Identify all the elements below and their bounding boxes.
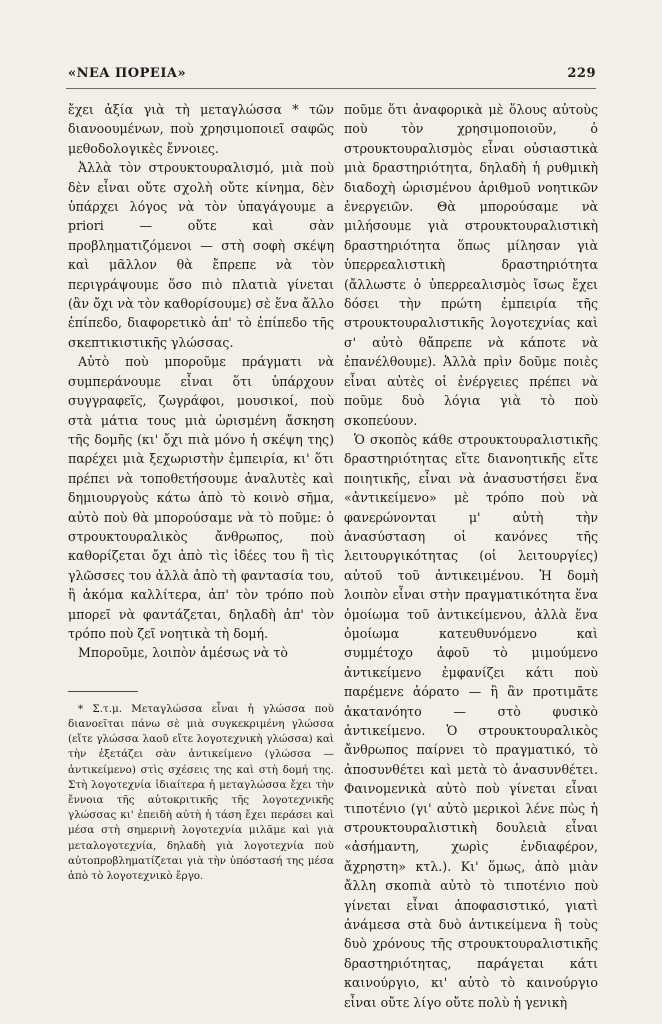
footnote-rule	[68, 691, 138, 692]
journal-title: «ΝΕΑ ΠΟΡΕΙΑ»	[68, 66, 187, 81]
paragraph: ἔχει ἀξία γιὰ τὴ μεταγλώσσα * τῶν διανοουμένων, ποὺ χρησιμοποιεῖ σαφῶς μεθοδολογικὲς ἔννοιες.	[68, 102, 334, 156]
right-column	[344, 100, 598, 1010]
paragraph: ποῦμε ὅτι ἀναφορικὰ μὲ ὅλους αὐτοὺς ποὺ τὸν χρησιμοποιοῦν, ὁ στρουκτουραλισμὸς εἶναι οὐσιαστικὰ μιὰ δραστηριότητα, δηλαδὴ ἡ ρυθμικὴ διαδοχὴ ὡρισμένου ἀριθμοῦ νοητικῶν ἐνεργειῶν. Θὰ μπορούσαμε νὰ μιλήσουμε γιὰ στρουκτουραλιστικὴ δραστηριότητα ὅπως μίλησαν γιὰ ὑπερρεαλιστικὴ δραστηριότητα (ἄλλωστε ὁ ὑπερρεαλισμὸς ἴσως ἔχει δόσει τὴν πρώτη ἐμπειρία τῆς στρουκτουραλιστικῆς λογοτεχνίας καὶ σ' αὐτὸ θἄπρεπε νὰ κάποτε νὰ ἐπανέλθουμε). Ἀλλὰ πρὶν δοῦμε ποιὲς εἶναι αὐτὲς οἱ ἐνέργειες πρέπει νὰ ποῦμε δυὸ λόγια γιὰ τὸ ποὺ σκοπεύουν.	[344, 102, 598, 428]
footnote: * Σ.τ.μ. Μεταγλώσσα εἶναι ἡ γλώσσα ποὺ διανοεῖται πάνω σὲ μιὰ συγκεκριμένη γλώσσα (εἴτε γλώσσα λαοῦ εἴτε λογοτεχνικὴ γλώσσα) καὶ τὴν ἐξετάζει σὰν ἀντικείμενο (γλώσσα — ἀντικείμενο) στὶς σχέσεις της καὶ στὴ δομή της. Στὴ λογοτεχνία ἰδιαίτερα ἡ μεταγλώσσα ἔχει τὴν ἔννοια τῆς αὐτοκριτικῆς τῆς λογοτεχνικῆς γλώσσας κι' ἐπειδὴ αὐτὴ ἡ τάση ἔχει περάσει καὶ μέσα στὴ σημερινὴ λογοτεχνία μιλᾶμε καὶ γιὰ μεταλογοτεχνία, δηλαδὴ γιὰ λογοτεχνία ποὺ αὐτοπροβληματίζεται γιὰ τὴν ὑπόστασή της μέσα ἀπὸ τὸ λογοτεχνικὸ ἔργο.	[68, 702, 334, 883]
paragraph: Μποροῦμε, λοιπὸν ἀμέσως νὰ τὸ	[78, 645, 288, 661]
paragraph: Ἀλλὰ τὸν στρουκτουραλισμό, μιὰ ποὺ δὲν εἶναι οὔτε σχολὴ οὔτε κίνημα, δὲν ὑπάρχει λόγος νὰ τὸν ὑπαγάγουμε a priori — οὔτε καὶ σὰν προβληματιζόμενοι — στὴ σοφὴ σκέψη καὶ μᾶλλον θὰ ἔπρεπε νὰ τὸν περιγράψουμε ὅσο πιὸ πλατιὰ γίνεται (ἂν ὄχι νὰ τὸν καθορίσουμε) σὲ ἕνα ἄλλο ἐπίπεδο, διαφορετικὸ ἀπ' τὸ ἐπίπεδο τῆς σκεπτικιστικῆς γλώσσας.	[68, 160, 334, 350]
paragraph: Ὁ σκοπὸς κάθε στρουκτουραλιστικῆς δραστηριότητας εἴτε διανοητικῆς εἴτε ποιητικῆς, εἶναι νὰ ἀνασυστήσει ἕνα «ἀντικείμενο» μὲ τρόπο ποὺ νὰ φανερώνονται μ' αὐτὴ τὴν ἀνασύσταση οἱ κανόνες τῆς λειτουργικότητας (οἱ λειτουργίες) αὐτοῦ τοῦ ἀντικειμένου. Ἡ δομὴ λοιπὸν εἶναι στὴν πραγματικότητα ἕνα ὁμοίωμα τοῦ ἀντικείμενου, ἀλλὰ ἕνα ὁμοίωμα κατευθυνόμενο καὶ συμμέτοχο ἀφοῦ τὸ μιμούμενο ἀντικείμενο ἐμφανίζει κάτι ποὺ παρέμενε ἀόρατο — ἢ ἂν προτιμᾶτε ἀκατανόητο — στὸ φυσικὸ ἀντικείμενο. Ὁ στρουκτουραλικὸς ἄνθρωπος παίρνει τὸ πραγματικό, τὸ ἀποσυνθέτει καὶ μετὰ τὸ ἀνασυνθέτει. Φαινομενικὰ αὐτὸ ποὺ γίνεται εἶναι τιποτένιο (γι' αὐτὸ μερικοὶ λένε πὼς ἡ στρουκτουραλιστικὴ δουλειὰ εἶναι «ἀσήμαντη, χωρὶς ἐνδιαφέρον, ἄχρηστη» κτλ.). Κι' ὅμως, ἀπὸ μιὰν ἄλλη σκοπιὰ αὐτὸ τὸ τιποτένιο ποὺ γίνεται εἶναι ἀποφασιστικό, γιατὶ ἀνάμεσα στὰ δυὸ ἀντικείμενα ἢ τοὺς δυὸ χρόνους τῆς στρουκτουραλιστικῆς δραστηριότητας, παράγεται κάτι καινούργιο, κι' αὐτὸ τὸ καινούργιο εἶναι οὔτε λίγο οὔτε πολὺ ἡ γενικὴ	[344, 431, 598, 1010]
page-number: 229	[567, 66, 596, 81]
paragraph: Αὐτὸ ποὺ μποροῦμε πράγματι νὰ συμπεράνουμε εἶναι ὅτι ὑπάρχουν συγγραφεῖς, ζωγράφοι, μουσικοί, ποὺ στὰ μάτια τους μιὰ ὡρισμένη ἄσκηση τῆς δομῆς (κι' ὄχι πιὰ μόνο ἡ σκέψη της) παρέχει μιὰ ξεχωριστὴν ἐμπειρία, κι' ὅτι πρέπει νὰ τοποθετήσουμε ἀναλυτὲς καὶ δημιουργοὺς κάτω ἀπὸ τὸ κοινὸ σῆμα, αὐτὸ ποὺ θὰ μπορούσαμε νὰ τὸ ποῦμε: ὁ στρουκτουραλικὸς ἄνθρωπος, ποὺ καθορίζεται ὄχι ἀπὸ τὶς ἰδέες του ἢ τὶς γλῶσσες του ἀλλὰ ἀπὸ τὴ φαντασία του, ἢ ἀκόμα καλλίτερα, ἀπ' τὸν τρόπο ποὺ μπορεῖ νὰ φαντάζεται, δηλαδὴ ἀπ' τὸν τρόπο ποὺ ζεῖ νοητικὰ τὴ δομή.	[68, 354, 334, 641]
header-rule	[66, 88, 596, 89]
left-column	[68, 100, 334, 984]
